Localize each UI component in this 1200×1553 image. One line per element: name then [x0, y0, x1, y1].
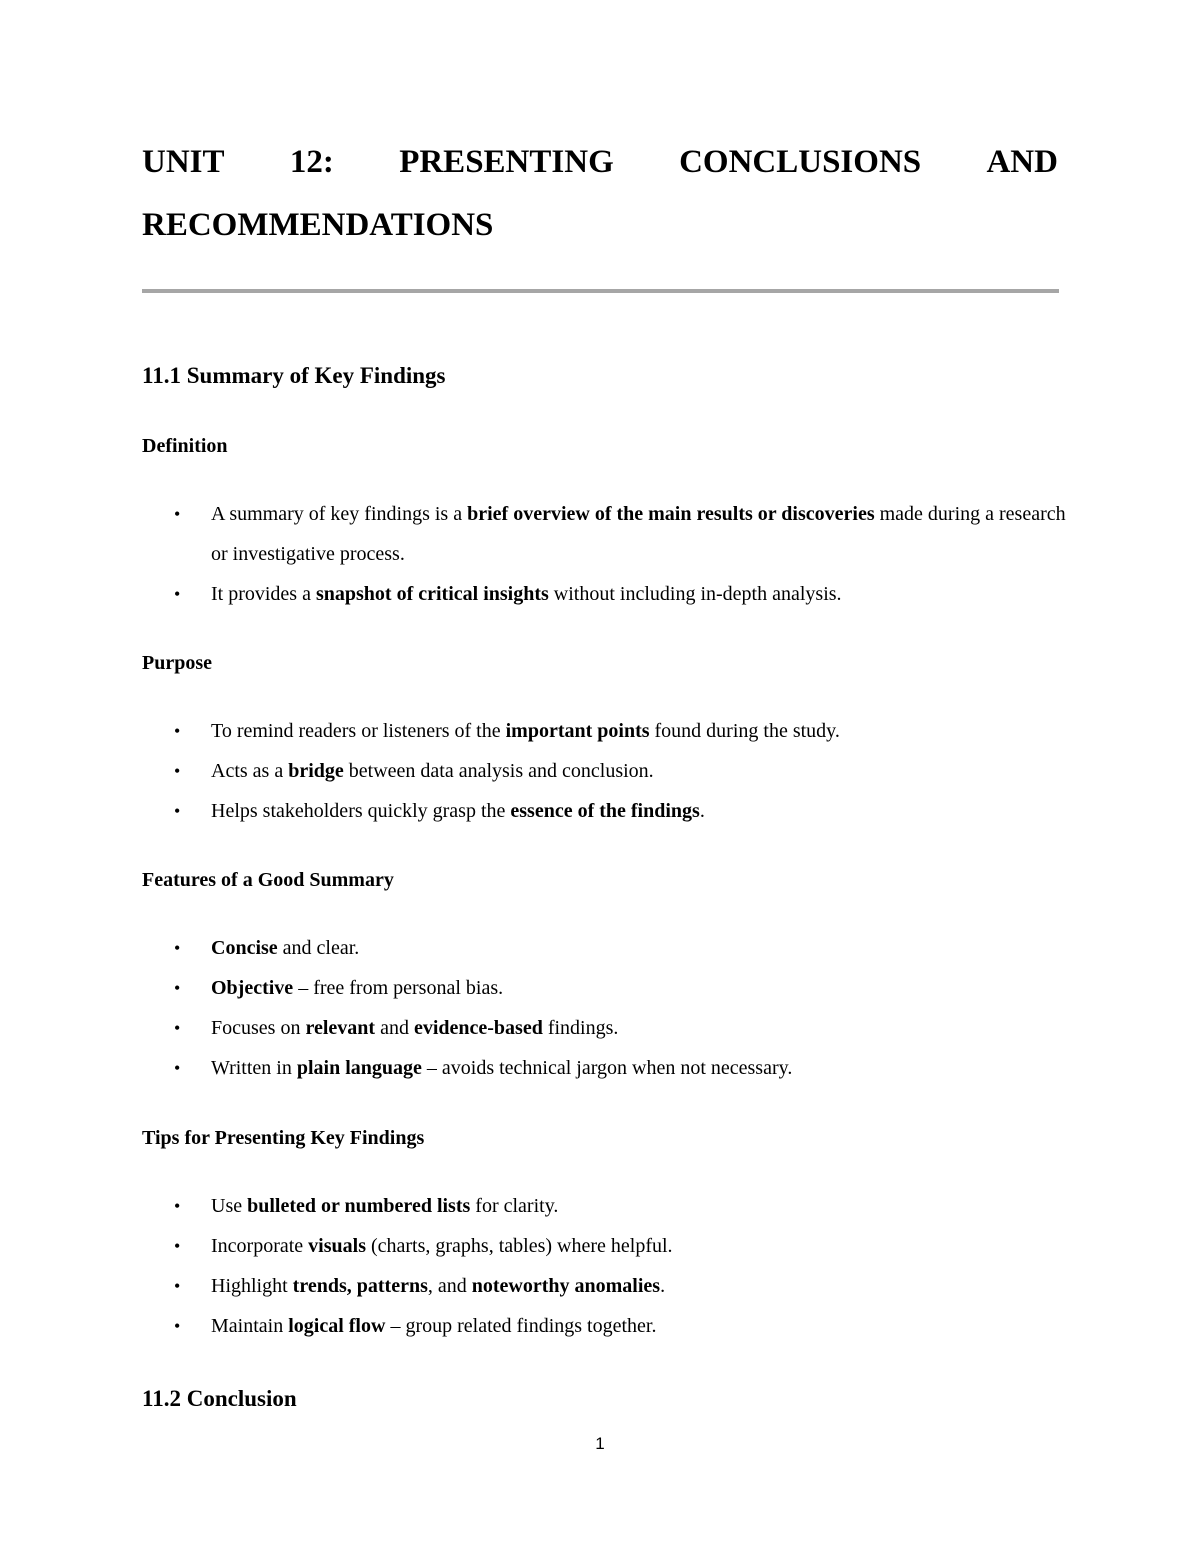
item-emphasis: important points: [505, 720, 650, 742]
bullet-icon: •: [174, 1196, 181, 1216]
item-text: and: [375, 1017, 414, 1039]
section-heading-summary: 11.1 Summary of Key Findings: [142, 363, 446, 388]
item-text: and clear.: [277, 937, 360, 959]
subheading-definition: Definition: [142, 435, 228, 457]
item-emphasis: snapshot of critical insights: [315, 583, 549, 605]
list-item: [142, 968, 1072, 1008]
item-text: made during a research or investigative process.: [211, 503, 1066, 565]
item-text: Maintain: [211, 1315, 289, 1337]
item-text: between data analysis and conclusion.: [343, 760, 654, 782]
item-text: Focuses on: [211, 1017, 306, 1039]
list-item: [142, 711, 1072, 751]
item-emphasis: essence of the findings: [510, 800, 700, 822]
bullet-icon: •: [174, 938, 181, 958]
item-emphasis: logical flow: [288, 1315, 386, 1337]
title-word: 12:: [289, 144, 334, 180]
bullet-icon: •: [174, 1018, 181, 1038]
bullet-icon: •: [174, 978, 181, 998]
subheading-features: Features of a Good Summary: [142, 869, 394, 891]
item-emphasis: noteworthy anomalies: [471, 1275, 661, 1297]
item-text: – free from personal bias.: [293, 977, 504, 999]
title-word: UNIT: [142, 144, 225, 180]
bullet-icon: •: [174, 801, 181, 821]
tips-list: [142, 1186, 1072, 1346]
title-word: AND: [986, 144, 1058, 180]
item-emphasis: Concise: [211, 937, 278, 959]
item-text: (charts, graphs, tables) where helpful.: [365, 1235, 673, 1257]
bullet-icon: •: [174, 584, 181, 604]
item-text: Use: [211, 1195, 248, 1217]
features-list: [142, 928, 1072, 1088]
list-item: [142, 751, 1072, 791]
list-item: [142, 494, 1072, 574]
definition-list: [142, 494, 1072, 614]
item-emphasis: relevant: [305, 1017, 376, 1039]
item-text: Incorporate: [211, 1235, 309, 1257]
bullet-icon: •: [174, 1316, 181, 1336]
item-text: – group related findings together.: [385, 1315, 657, 1337]
list-item: [142, 1226, 1072, 1266]
section-heading-conclusion: 11.2 Conclusion: [142, 1386, 297, 1411]
list-item: [142, 928, 1072, 968]
list-item: [142, 1186, 1072, 1226]
bullet-icon: •: [174, 504, 181, 524]
item-text: Helps stakeholders quickly grasp the: [211, 800, 511, 822]
item-text: Highlight: [211, 1275, 293, 1297]
bullet-icon: •: [174, 1276, 181, 1296]
title-word: PRESENTING: [399, 144, 614, 180]
horizontal-rule: [142, 289, 1059, 293]
item-text: To remind readers or listeners of the: [211, 720, 506, 742]
list-item: [142, 1048, 1072, 1088]
item-emphasis: trends, patterns: [292, 1275, 428, 1297]
item-text: .: [699, 800, 705, 822]
subheading-purpose: Purpose: [142, 652, 212, 674]
item-text: Written in: [211, 1057, 297, 1079]
item-emphasis: visuals: [308, 1235, 366, 1257]
list-item: [142, 791, 1072, 831]
bullet-icon: •: [174, 721, 181, 741]
item-emphasis: evidence-based: [413, 1017, 543, 1039]
document-title-line-2: RECOMMENDATIONS: [142, 207, 494, 243]
item-text: – avoids technical jargon when not necessary.: [421, 1057, 793, 1079]
item-emphasis: plain language: [296, 1057, 422, 1079]
item-emphasis: brief overview of the main results or discoveries: [467, 503, 875, 525]
title-word: CONCLUSIONS: [679, 144, 922, 180]
item-emphasis: Objective: [211, 977, 294, 999]
item-emphasis: bridge: [288, 760, 344, 782]
item-text: Acts as a: [211, 760, 289, 782]
bullet-icon: •: [174, 761, 181, 781]
document-title-line-1: [142, 142, 1058, 182]
bullet-icon: •: [174, 1236, 181, 1256]
item-text: A summary of key findings is a: [211, 503, 468, 525]
item-text: findings.: [542, 1017, 619, 1039]
list-item: [142, 574, 1072, 614]
item-emphasis: bulleted or numbered lists: [247, 1195, 471, 1217]
item-text: found during the study.: [649, 720, 840, 742]
item-text: It provides a: [211, 583, 316, 605]
list-item: [142, 1306, 1072, 1346]
purpose-list: [142, 711, 1072, 831]
list-item: [142, 1008, 1072, 1048]
item-text: for clarity.: [470, 1195, 559, 1217]
subheading-tips: Tips for Presenting Key Findings: [142, 1127, 425, 1149]
page-number: 1: [595, 1434, 605, 1453]
list-item: [142, 1266, 1072, 1306]
item-text: without including in-depth analysis.: [548, 583, 842, 605]
item-text: .: [660, 1275, 666, 1297]
bullet-icon: •: [174, 1058, 181, 1078]
item-text: , and: [427, 1275, 472, 1297]
